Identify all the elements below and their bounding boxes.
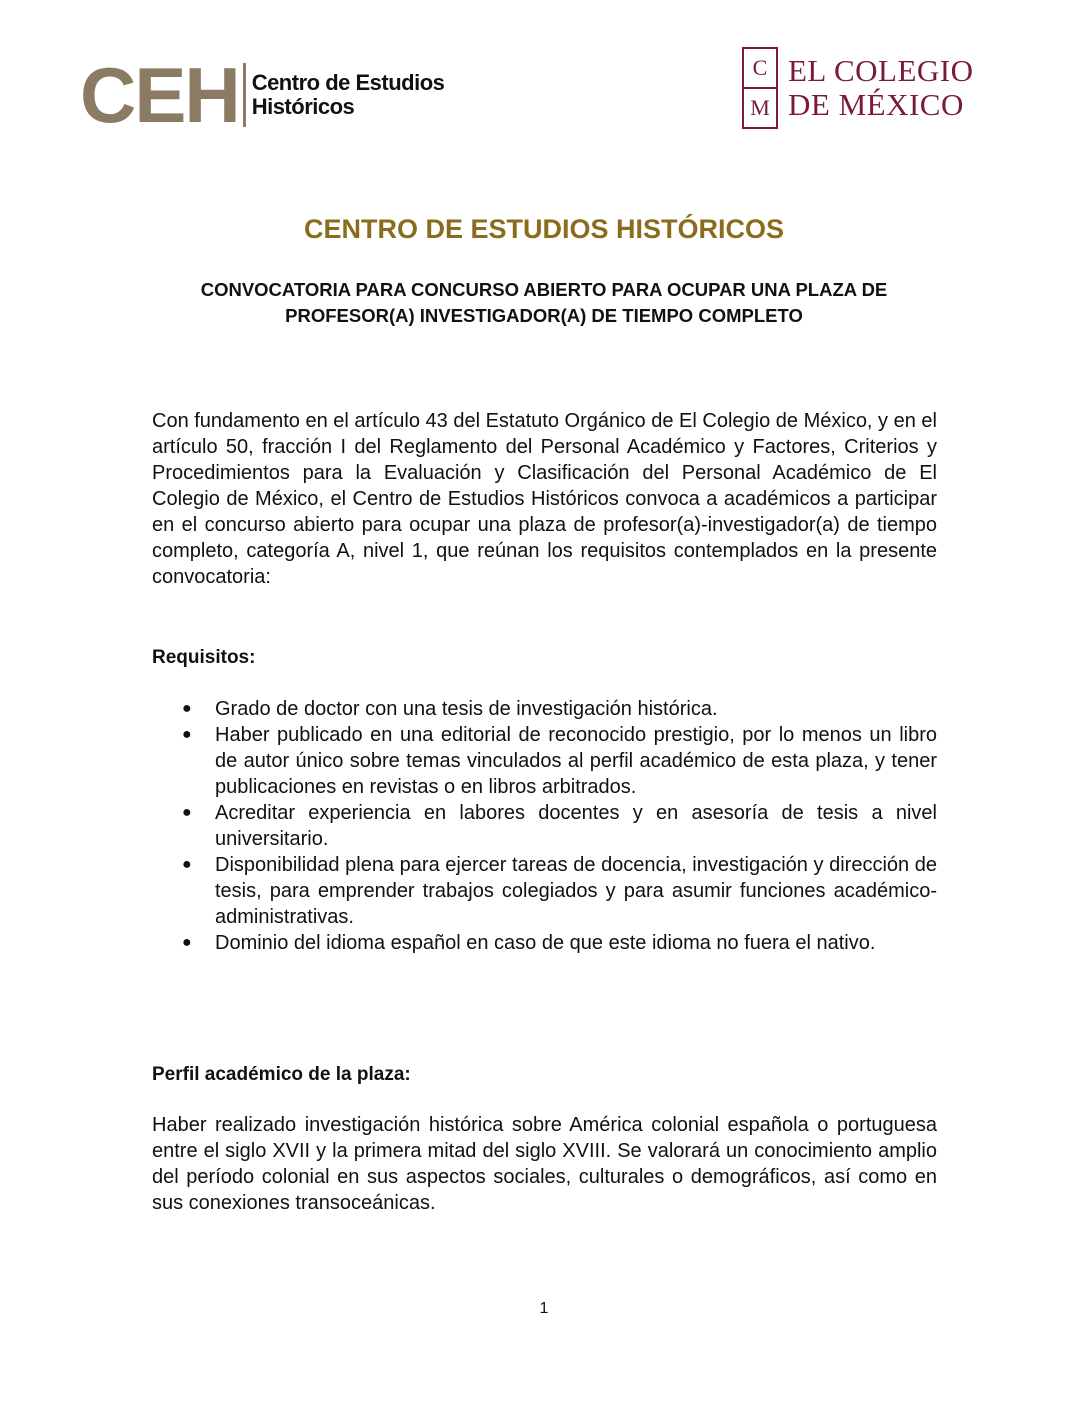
list-item-text: Haber publicado en una editorial de reconocido prestigio, por lo menos un libro de autor único sobre temas vinculados al perfil académico de esta plaza, y tener publicaciones en revistas o en libros arbitrados. — [215, 724, 937, 798]
list-item — [152, 800, 937, 852]
colmex-logo-line1: EL COLEGIO — [788, 52, 974, 88]
list-item — [152, 696, 937, 722]
list-item-text: Acreditar experiencia en labores docentes y en asesoría de tesis a nivel universitario. — [215, 802, 937, 850]
colmex-mark-bottom: M — [744, 87, 776, 127]
ceh-logo-mark: CEH — [80, 51, 239, 139]
bullet-icon: ● — [182, 934, 192, 951]
bullet-icon: ● — [182, 726, 192, 743]
intro-paragraph: Con fundamento en el artículo 43 del Estatuto Orgánico de El Colegio de México, y en el artículo 50, fracción I del Reglamento del Personal Académico y Factores, Criterios y Procedimientos para la Evaluación y Clasificación del Personal Académico de El Colegio de México, el Centro de Estudios Históricos convoca a académicos a participar en el concurso abierto para ocupar una plaza de profesor(a)-investigador(a) de tiempo completo, categoría A, nivel 1, que reúnan los requisitos contemplados en la presente convocatoria: — [152, 410, 937, 588]
ceh-logo-text — [252, 71, 445, 119]
subtitle-line1: CONVOCATORIA PARA CONCURSO ABIERTO PARA OCUPAR UNA PLAZA DE — [200, 279, 888, 300]
page-number: 1 — [539, 1300, 549, 1317]
requisitos-list — [152, 696, 937, 956]
list-item-text: Dominio del idioma español en caso de que este idioma no fuera el nativo. — [215, 932, 876, 954]
perfil-heading: Perfil académico de la plaza: — [152, 1064, 411, 1085]
document-subtitle — [150, 277, 938, 329]
ceh-logo-line1: Centro de Estudios — [251, 70, 445, 95]
colmex-mark-top: C — [752, 54, 768, 80]
list-item — [152, 852, 937, 930]
colmex-logo-line2: DE MÉXICO — [788, 86, 964, 122]
colmex-logo-text — [788, 54, 974, 122]
list-item — [152, 722, 937, 800]
requisitos-heading: Requisitos: — [152, 647, 256, 668]
perfil-paragraph: Haber realizado investigación histórica sobre América colonial española o portuguesa entre el siglo XVII y la primera mitad del siglo XVIII. Se valorará un conocimiento amplio del período colonial en sus aspectos sociales, culturales o demográficos, así como en sus conexiones transoceánicas. — [152, 1114, 937, 1214]
bullet-icon: ● — [182, 804, 192, 821]
list-item-text: Grado de doctor con una tesis de investigación histórica. — [215, 698, 718, 720]
bullet-icon: ● — [182, 700, 192, 717]
subtitle-line2: PROFESOR(A) INVESTIGADOR(A) DE TIEMPO COMPLETO — [285, 305, 803, 326]
ceh-logo-divider — [243, 63, 246, 127]
list-item — [152, 930, 937, 956]
colmex-logo — [742, 45, 982, 130]
bullet-icon: ● — [182, 856, 192, 873]
document-title: CENTRO DE ESTUDIOS HISTÓRICOS — [303, 214, 785, 244]
ceh-logo-line2: Históricos — [251, 94, 355, 119]
ceh-logo — [80, 51, 480, 139]
colmex-logo-mark — [742, 47, 778, 129]
list-item-text: Disponibilidad plena para ejercer tareas de docencia, investigación y dirección de tesis, para emprender trabajos colegiados y para asumir funciones académico-administrativas. — [215, 854, 937, 928]
